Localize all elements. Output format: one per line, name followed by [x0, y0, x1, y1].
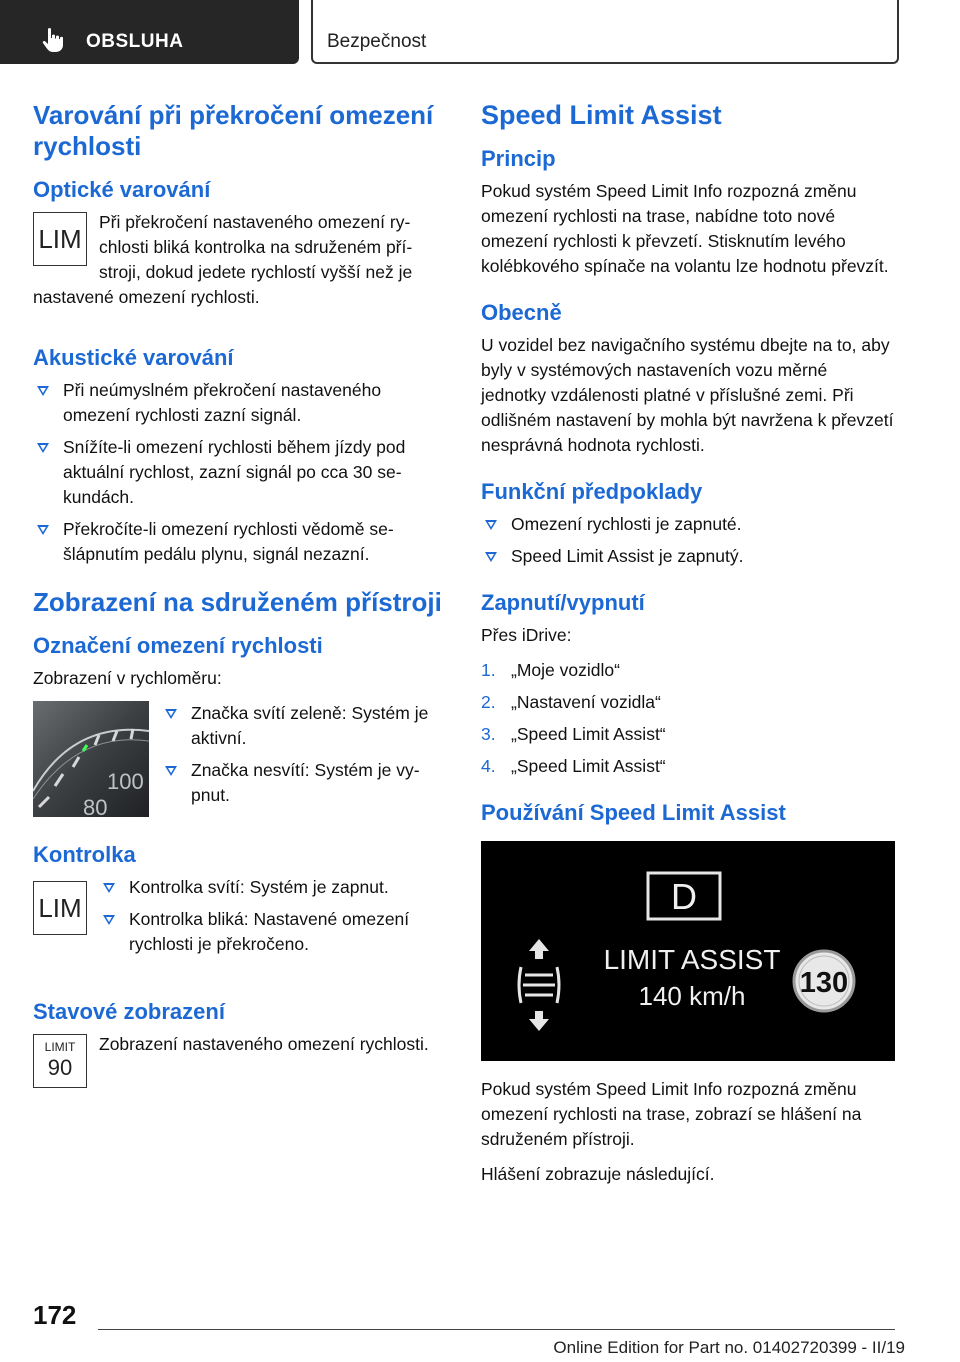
right-column — [481, 100, 895, 1197]
lim-indicator-icon — [33, 212, 87, 266]
footer-divider — [98, 1329, 895, 1330]
chapter-tab[interactable] — [311, 0, 899, 64]
list-item-text: Snížíte-li omezení rychlosti během jízdy pod aktuální rychlost, zazní signál po cca 30 sekundách. — [63, 437, 406, 507]
list-item — [33, 378, 443, 428]
indicator-list — [99, 875, 443, 964]
using-text-2: Hlášení zobrazuje následující. — [481, 1164, 715, 1184]
list-item-text: Kontrolka bliká: Nastavené omezení rychlosti je překročeno. — [129, 909, 410, 954]
heading-speed-marking: Označení omezení rychlosti — [33, 633, 323, 658]
limit-icon-label: LIMIT — [44, 1040, 76, 1054]
triangle-bullet-icon — [37, 525, 49, 535]
chapter-tab-label: Bezpečnost — [327, 31, 427, 52]
heading-speed-warning: Varování při překročení omezení rychlosti — [33, 100, 434, 161]
heading-general: Obecně — [481, 300, 562, 325]
list-item-text: Značka svítí zeleně: Systém je aktivní. — [191, 703, 429, 748]
principle-text: Pokud systém Speed Limit Info rozpozná změnu omezení rychlosti na trase, nabídne toto nové omezení rychlosti k převzetí. Stisknutím levého kolébkového spínače na volantu lze hodnotu převzít. — [481, 181, 889, 276]
list-item — [481, 512, 895, 537]
lim-icon-label: LIM — [38, 223, 82, 254]
pointing-hand-icon — [42, 27, 64, 53]
step-number: 4. — [481, 756, 496, 776]
list-item-text: Překročíte-li omezení rychlosti vědomě sešlápnutím pedálu plynu, signál nezazní. — [63, 519, 394, 564]
triangle-bullet-icon — [37, 386, 49, 396]
list-item — [481, 690, 895, 715]
on-off-intro: Přes iDrive: — [481, 625, 572, 645]
using-text: Pokud systém Speed Limit Info rozpozná změnu omezení rychlosti na trase, zobrazí se hlášení na sdruženém přístroji. — [481, 1079, 862, 1149]
speedo-label-80: 80 — [83, 795, 108, 817]
marking-list — [161, 701, 443, 815]
page-number: 172 — [33, 1300, 77, 1330]
step-number: 1. — [481, 660, 496, 680]
page-header — [0, 0, 960, 66]
list-item-text: Omezení rychlosti je zapnuté. — [511, 514, 742, 534]
heading-status-display: Stavové zobrazení — [33, 999, 225, 1024]
lim-icon-label: LIM — [38, 892, 82, 923]
list-item-text: Speed Limit Assist je zapnutý. — [511, 546, 744, 566]
limit-assist-display-graphic — [481, 841, 895, 1061]
heading-speed-limit-assist: Speed Limit Assist — [481, 100, 722, 130]
list-item — [33, 517, 443, 567]
on-off-steps — [481, 658, 895, 779]
heading-prerequisites: Funkční předpoklady — [481, 479, 703, 504]
limit-icon-value: 90 — [47, 1055, 73, 1080]
lim-indicator-icon — [33, 881, 87, 935]
marking-intro: Zobrazení v rychloměru: — [33, 668, 222, 688]
section-tab-label: OBSLUHA — [86, 31, 184, 52]
limit-assist-title: LIMIT ASSIST — [603, 944, 781, 975]
speed-sign-value: 130 — [799, 967, 849, 999]
list-item — [33, 435, 443, 510]
triangle-bullet-icon — [165, 709, 177, 719]
gear-indicator: D — [671, 876, 697, 917]
list-item — [161, 758, 443, 808]
heading-cluster-display: Zobrazení na sdruženém přístroji — [33, 587, 442, 617]
list-item — [481, 754, 895, 779]
step-text: „Moje vozidlo“ — [511, 660, 620, 680]
step-text: „Speed Limit Assist“ — [511, 724, 666, 744]
triangle-bullet-icon — [485, 520, 497, 530]
step-number: 3. — [481, 724, 496, 744]
list-item-text: Při neúmyslném překročení nastaveného omezení rychlosti zazní signál. — [63, 380, 382, 425]
limit-assist-speed: 140 km/h — [638, 981, 746, 1011]
status-display-text: Zobrazení nastaveného omezení rychlosti. — [99, 1034, 429, 1054]
limit-assist-display-image — [481, 841, 895, 1061]
heading-optical-warning: Optické varování — [33, 177, 211, 202]
list-item — [99, 875, 443, 900]
list-item-text: Kontrolka svítí: Systém je zapnut. — [129, 877, 389, 897]
step-text: „Speed Limit Assist“ — [511, 756, 666, 776]
list-item-text: Značka nesvítí: Systém je vypnut. — [191, 760, 420, 805]
heading-on-off: Zapnutí/vypnutí — [481, 590, 645, 615]
triangle-bullet-icon — [485, 552, 497, 562]
section-tab[interactable] — [0, 0, 299, 64]
list-item — [161, 701, 443, 751]
list-item — [481, 658, 895, 683]
list-item — [481, 544, 895, 569]
step-number: 2. — [481, 692, 496, 712]
triangle-bullet-icon — [165, 766, 177, 776]
list-item — [99, 907, 443, 957]
prerequisites-list — [481, 512, 895, 569]
acoustic-list — [33, 378, 443, 567]
step-text: „Nastavení vozidla“ — [511, 692, 661, 712]
triangle-bullet-icon — [103, 915, 115, 925]
edition-note: Online Edition for Part no. 01402720399 - II/19 — [553, 1338, 905, 1357]
heading-using-sla: Používání Speed Limit Assist — [481, 800, 786, 825]
optical-warning-text: Při překročení nastaveného omezení rychlosti bliká kontrolka na sdruženém přístroji, dokud jedete rychlostí vyšší než je nastavené omezení rychlosti. — [33, 212, 413, 307]
triangle-bullet-icon — [37, 443, 49, 453]
left-column — [33, 100, 443, 1092]
distance-adjust-icon — [519, 939, 559, 1031]
speedometer-image — [33, 701, 149, 817]
general-text: U vozidel bez navigačního systému dbejte na to, aby byly v systémových nastaveních vozu měrné jednotky vzdálenosti platné v příslušné zemi. Při odlišném nastavení by mohla být navržena k převzetí nesprávná hodnota rychlosti. — [481, 335, 894, 455]
heading-principle: Princip — [481, 146, 556, 171]
limit-90-icon — [33, 1034, 87, 1088]
heading-indicator: Kontrolka — [33, 842, 136, 867]
heading-acoustic-warning: Akustické varování — [33, 345, 234, 370]
triangle-bullet-icon — [103, 883, 115, 893]
list-item — [481, 722, 895, 747]
speedo-label-100: 100 — [107, 769, 144, 794]
